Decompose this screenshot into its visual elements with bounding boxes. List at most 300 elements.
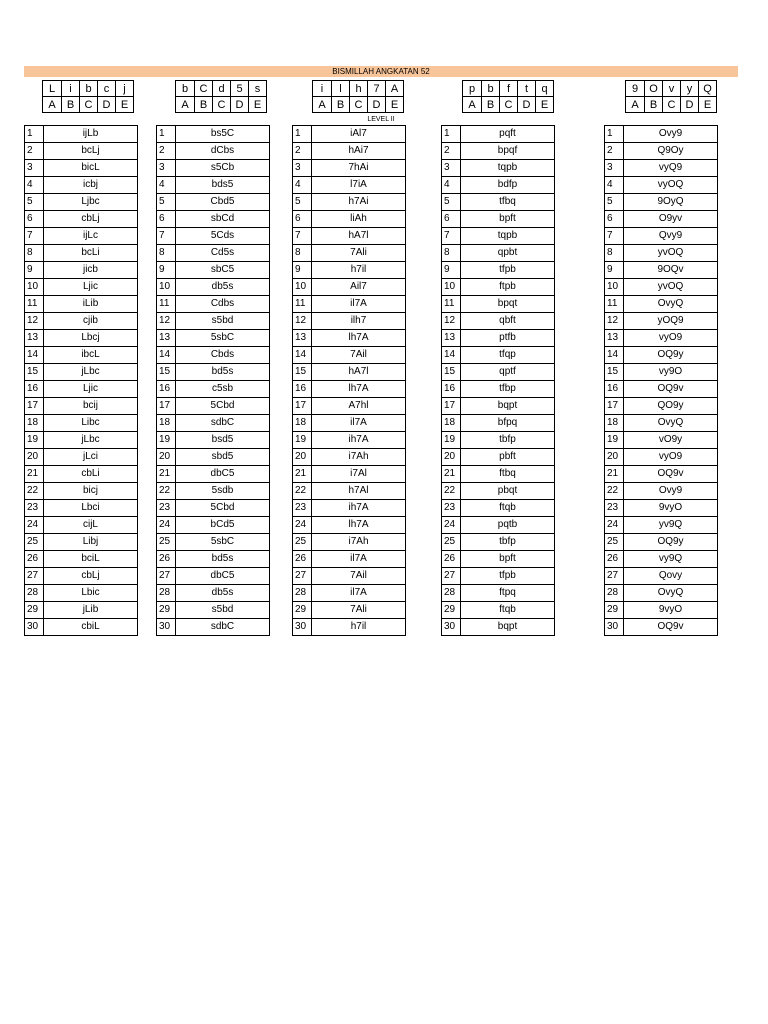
question-number: 14 <box>605 347 624 364</box>
question-row <box>605 551 718 568</box>
question-row <box>25 432 138 449</box>
question-row <box>25 602 138 619</box>
question-code: OQ9y <box>624 347 718 364</box>
question-code: bd5s <box>176 364 270 381</box>
question-number: 9 <box>605 262 624 279</box>
question-code: h7Al <box>312 483 406 500</box>
question-number: 11 <box>157 296 176 313</box>
question-code: i7Al <box>312 466 406 483</box>
question-code: jLbc <box>44 432 138 449</box>
question-number: 6 <box>293 211 312 228</box>
question-code: vyO9 <box>624 330 718 347</box>
question-code: O9yv <box>624 211 718 228</box>
question-row <box>25 262 138 279</box>
question-number: 27 <box>293 568 312 585</box>
question-row <box>442 313 555 330</box>
answer-key-table <box>42 80 134 113</box>
question-row <box>293 126 406 143</box>
question-code: Ovy9 <box>624 126 718 143</box>
key-symbol-cell: h <box>350 81 368 97</box>
question-row <box>25 228 138 245</box>
question-row <box>25 551 138 568</box>
question-code: liAh <box>312 211 406 228</box>
question-row <box>157 330 270 347</box>
question-number: 3 <box>293 160 312 177</box>
question-row <box>605 126 718 143</box>
question-number: 24 <box>605 517 624 534</box>
question-row <box>293 449 406 466</box>
key-symbol-row <box>463 81 554 97</box>
question-code: Ail7 <box>312 279 406 296</box>
question-number: 18 <box>442 415 461 432</box>
question-number: 1 <box>293 126 312 143</box>
question-number: 6 <box>605 211 624 228</box>
question-row <box>605 398 718 415</box>
key-symbol-cell: f <box>500 81 518 97</box>
question-row <box>293 415 406 432</box>
question-number: 15 <box>293 364 312 381</box>
question-number: 23 <box>157 500 176 517</box>
question-row <box>157 364 270 381</box>
question-row <box>442 143 555 160</box>
question-row <box>442 619 555 636</box>
question-row <box>157 449 270 466</box>
question-code: bd5s <box>176 551 270 568</box>
question-number: 7 <box>25 228 44 245</box>
question-code: ih7A <box>312 500 406 517</box>
question-code: yvOQ <box>624 279 718 296</box>
question-number: 1 <box>25 126 44 143</box>
question-number: 10 <box>293 279 312 296</box>
key-letter-cell: D <box>231 97 249 113</box>
question-number: 22 <box>293 483 312 500</box>
key-symbol-cell: L <box>43 81 62 97</box>
question-number: 21 <box>605 466 624 483</box>
question-row <box>605 211 718 228</box>
key-symbol-cell: c <box>98 81 116 97</box>
question-row <box>442 364 555 381</box>
question-code: Ovy9 <box>624 483 718 500</box>
key-letter-cell: C <box>213 97 231 113</box>
question-code: dbC5 <box>176 568 270 585</box>
question-code: s5bd <box>176 313 270 330</box>
question-code: vyQ9 <box>624 160 718 177</box>
question-code: 5Cbd <box>176 500 270 517</box>
question-row <box>293 160 406 177</box>
question-row <box>157 466 270 483</box>
question-row <box>157 398 270 415</box>
question-number: 24 <box>293 517 312 534</box>
question-code: ijLb <box>44 126 138 143</box>
question-number: 6 <box>442 211 461 228</box>
question-table <box>24 125 138 636</box>
question-code: hA7l <box>312 228 406 245</box>
question-number: 9 <box>157 262 176 279</box>
question-row <box>442 296 555 313</box>
question-row <box>157 347 270 364</box>
question-code: bfpq <box>461 415 555 432</box>
question-code: Qovy <box>624 568 718 585</box>
question-row <box>157 279 270 296</box>
answer-key-4 <box>462 80 554 113</box>
question-code: tfpb <box>461 262 555 279</box>
question-number: 7 <box>442 228 461 245</box>
question-number: 5 <box>157 194 176 211</box>
question-code: i7Ah <box>312 534 406 551</box>
question-row <box>605 347 718 364</box>
key-symbol-cell: t <box>518 81 536 97</box>
question-code: ilh7 <box>312 313 406 330</box>
question-row <box>293 483 406 500</box>
question-code: OQ9y <box>624 534 718 551</box>
question-row <box>442 211 555 228</box>
question-number: 28 <box>25 585 44 602</box>
question-code: Ljic <box>44 279 138 296</box>
question-number: 11 <box>25 296 44 313</box>
question-number: 20 <box>293 449 312 466</box>
question-code: qptf <box>461 364 555 381</box>
question-code: Cd5s <box>176 245 270 262</box>
question-number: 16 <box>157 381 176 398</box>
key-symbol-cell: i <box>62 81 80 97</box>
question-row <box>442 449 555 466</box>
question-code: Ljbc <box>44 194 138 211</box>
question-code: bs5C <box>176 126 270 143</box>
question-row <box>157 245 270 262</box>
question-number: 20 <box>605 449 624 466</box>
key-symbol-cell: Q <box>699 81 717 97</box>
question-row <box>605 534 718 551</box>
question-row <box>25 568 138 585</box>
question-code: hA7l <box>312 364 406 381</box>
key-letter-row <box>43 97 134 113</box>
question-number: 29 <box>157 602 176 619</box>
question-code: tbfp <box>461 432 555 449</box>
question-row <box>293 619 406 636</box>
question-code: s5bd <box>176 602 270 619</box>
question-code: icbj <box>44 177 138 194</box>
question-number: 27 <box>25 568 44 585</box>
key-symbol-cell: b <box>80 81 98 97</box>
question-row <box>605 160 718 177</box>
question-number: 20 <box>157 449 176 466</box>
question-code: ijLc <box>44 228 138 245</box>
question-number: 1 <box>605 126 624 143</box>
key-letter-row <box>626 97 717 113</box>
question-code: 9OQv <box>624 262 718 279</box>
question-code: bicL <box>44 160 138 177</box>
question-number: 4 <box>605 177 624 194</box>
question-number: 9 <box>25 262 44 279</box>
question-code: OvyQ <box>624 415 718 432</box>
answer-key-table <box>462 80 554 113</box>
question-code: yOQ9 <box>624 313 718 330</box>
key-letter-row <box>176 97 267 113</box>
key-letter-cell: B <box>645 97 663 113</box>
key-symbol-cell: p <box>463 81 482 97</box>
question-code: ptfb <box>461 330 555 347</box>
question-number: 12 <box>25 313 44 330</box>
key-letter-cell: D <box>98 97 116 113</box>
question-code: A7hl <box>312 398 406 415</box>
question-code: 9vyO <box>624 500 718 517</box>
question-row <box>442 466 555 483</box>
question-row <box>157 415 270 432</box>
question-row <box>442 483 555 500</box>
question-number: 2 <box>157 143 176 160</box>
key-symbol-cell: 7 <box>368 81 386 97</box>
question-code: 7Ali <box>312 245 406 262</box>
question-row <box>157 585 270 602</box>
question-row <box>605 279 718 296</box>
question-row <box>293 398 406 415</box>
question-number: 26 <box>293 551 312 568</box>
question-code: Lbci <box>44 500 138 517</box>
question-number: 18 <box>157 415 176 432</box>
question-row <box>442 381 555 398</box>
key-letter-cell: E <box>536 97 554 113</box>
question-row <box>25 483 138 500</box>
question-code: cbLj <box>44 211 138 228</box>
question-row <box>25 585 138 602</box>
question-code: bqpt <box>461 619 555 636</box>
question-code: 7Ail <box>312 568 406 585</box>
key-symbol-cell: q <box>536 81 554 97</box>
question-row <box>157 432 270 449</box>
question-row <box>25 517 138 534</box>
question-number: 6 <box>25 211 44 228</box>
question-number: 28 <box>157 585 176 602</box>
question-row <box>605 585 718 602</box>
question-code: tfbq <box>461 194 555 211</box>
question-code: OQ9v <box>624 466 718 483</box>
question-row <box>605 330 718 347</box>
question-row <box>293 602 406 619</box>
question-row <box>605 432 718 449</box>
question-number: 30 <box>293 619 312 636</box>
question-code: OvyQ <box>624 296 718 313</box>
question-number: 6 <box>157 211 176 228</box>
question-number: 16 <box>605 381 624 398</box>
question-number: 11 <box>293 296 312 313</box>
question-code: bcij <box>44 398 138 415</box>
question-code: bds5 <box>176 177 270 194</box>
key-letter-cell: B <box>195 97 213 113</box>
question-row <box>25 194 138 211</box>
question-row <box>442 160 555 177</box>
question-row <box>293 466 406 483</box>
question-row <box>442 568 555 585</box>
question-code: tfbp <box>461 381 555 398</box>
question-number: 14 <box>157 347 176 364</box>
question-code: tfqp <box>461 347 555 364</box>
question-row <box>25 245 138 262</box>
key-letter-cell: B <box>482 97 500 113</box>
question-number: 4 <box>293 177 312 194</box>
question-number: 12 <box>157 313 176 330</box>
question-number: 5 <box>293 194 312 211</box>
question-code: bcLi <box>44 245 138 262</box>
question-code: Libc <box>44 415 138 432</box>
question-row <box>442 517 555 534</box>
question-row <box>442 228 555 245</box>
question-row <box>157 177 270 194</box>
question-code: pbft <box>461 449 555 466</box>
question-code: bCd5 <box>176 517 270 534</box>
question-code: cjib <box>44 313 138 330</box>
question-code: c5sb <box>176 381 270 398</box>
question-code: tbfp <box>461 534 555 551</box>
question-number: 21 <box>157 466 176 483</box>
question-row <box>442 534 555 551</box>
question-row <box>293 347 406 364</box>
question-row <box>157 483 270 500</box>
question-code: OvyQ <box>624 585 718 602</box>
question-row <box>605 228 718 245</box>
question-number: 30 <box>157 619 176 636</box>
question-row <box>605 313 718 330</box>
question-code: cijL <box>44 517 138 534</box>
question-number: 12 <box>442 313 461 330</box>
question-row <box>293 585 406 602</box>
question-row <box>25 449 138 466</box>
key-symbol-row <box>176 81 267 97</box>
key-symbol-row <box>626 81 717 97</box>
question-number: 17 <box>605 398 624 415</box>
question-number: 7 <box>605 228 624 245</box>
question-number: 4 <box>25 177 44 194</box>
question-number: 10 <box>442 279 461 296</box>
question-row <box>442 279 555 296</box>
question-row <box>293 279 406 296</box>
question-number: 14 <box>293 347 312 364</box>
question-number: 11 <box>442 296 461 313</box>
question-code: sbCd <box>176 211 270 228</box>
question-row <box>442 398 555 415</box>
question-number: 3 <box>605 160 624 177</box>
question-code: dbC5 <box>176 466 270 483</box>
question-number: 8 <box>25 245 44 262</box>
question-row <box>157 381 270 398</box>
question-number: 4 <box>157 177 176 194</box>
question-row <box>442 415 555 432</box>
question-row <box>605 245 718 262</box>
question-code: lh7A <box>312 330 406 347</box>
question-code: bqpt <box>461 398 555 415</box>
question-code: bsd5 <box>176 432 270 449</box>
question-code: iLib <box>44 296 138 313</box>
question-row <box>605 381 718 398</box>
question-code: ftpb <box>461 279 555 296</box>
question-number: 21 <box>442 466 461 483</box>
key-symbol-cell: C <box>195 81 213 97</box>
question-number: 28 <box>293 585 312 602</box>
question-number: 12 <box>605 313 624 330</box>
question-row <box>293 330 406 347</box>
key-letter-cell: B <box>332 97 350 113</box>
question-row <box>293 228 406 245</box>
question-row <box>25 415 138 432</box>
question-row <box>442 347 555 364</box>
question-code: Cdbs <box>176 296 270 313</box>
question-row <box>25 177 138 194</box>
question-number: 13 <box>293 330 312 347</box>
question-number: 17 <box>25 398 44 415</box>
question-code: 5sbC <box>176 330 270 347</box>
question-row <box>293 313 406 330</box>
question-row <box>157 568 270 585</box>
answer-key-table <box>175 80 267 113</box>
key-letter-cell: A <box>176 97 195 113</box>
key-letter-cell: A <box>43 97 62 113</box>
question-number: 22 <box>605 483 624 500</box>
key-symbol-cell: s <box>249 81 267 97</box>
question-number: 29 <box>25 602 44 619</box>
question-number: 18 <box>293 415 312 432</box>
question-code: il7A <box>312 551 406 568</box>
question-code: cbLj <box>44 568 138 585</box>
question-code: ibcL <box>44 347 138 364</box>
question-number: 30 <box>25 619 44 636</box>
question-code: h7il <box>312 619 406 636</box>
question-code: ftbq <box>461 466 555 483</box>
question-number: 5 <box>605 194 624 211</box>
question-row <box>442 551 555 568</box>
question-row <box>605 466 718 483</box>
question-number: 19 <box>25 432 44 449</box>
question-row <box>25 143 138 160</box>
key-symbol-cell: v <box>663 81 681 97</box>
question-column-5 <box>604 125 718 636</box>
question-number: 2 <box>25 143 44 160</box>
question-row <box>605 296 718 313</box>
question-code: sbC5 <box>176 262 270 279</box>
question-number: 21 <box>25 466 44 483</box>
question-number: 19 <box>157 432 176 449</box>
key-letter-cell: C <box>80 97 98 113</box>
question-number: 28 <box>605 585 624 602</box>
question-code: bpqf <box>461 143 555 160</box>
key-letter-cell: C <box>663 97 681 113</box>
question-code: Qvy9 <box>624 228 718 245</box>
question-code: tqpb <box>461 160 555 177</box>
question-row <box>157 126 270 143</box>
question-row <box>293 143 406 160</box>
question-code: cbLi <box>44 466 138 483</box>
question-number: 27 <box>605 568 624 585</box>
question-row <box>293 381 406 398</box>
question-number: 24 <box>157 517 176 534</box>
question-row <box>157 619 270 636</box>
question-code: Cbds <box>176 347 270 364</box>
answer-key-table <box>312 80 404 113</box>
question-row <box>25 534 138 551</box>
key-symbol-cell: b <box>176 81 195 97</box>
question-number: 23 <box>442 500 461 517</box>
question-code: dCbs <box>176 143 270 160</box>
question-code: sdbC <box>176 415 270 432</box>
question-number: 20 <box>442 449 461 466</box>
question-row <box>293 364 406 381</box>
question-row <box>25 466 138 483</box>
key-symbol-cell: A <box>386 81 404 97</box>
question-number: 15 <box>25 364 44 381</box>
question-number: 25 <box>293 534 312 551</box>
question-number: 24 <box>442 517 461 534</box>
question-table <box>292 125 406 636</box>
question-number: 3 <box>157 160 176 177</box>
question-row <box>605 415 718 432</box>
